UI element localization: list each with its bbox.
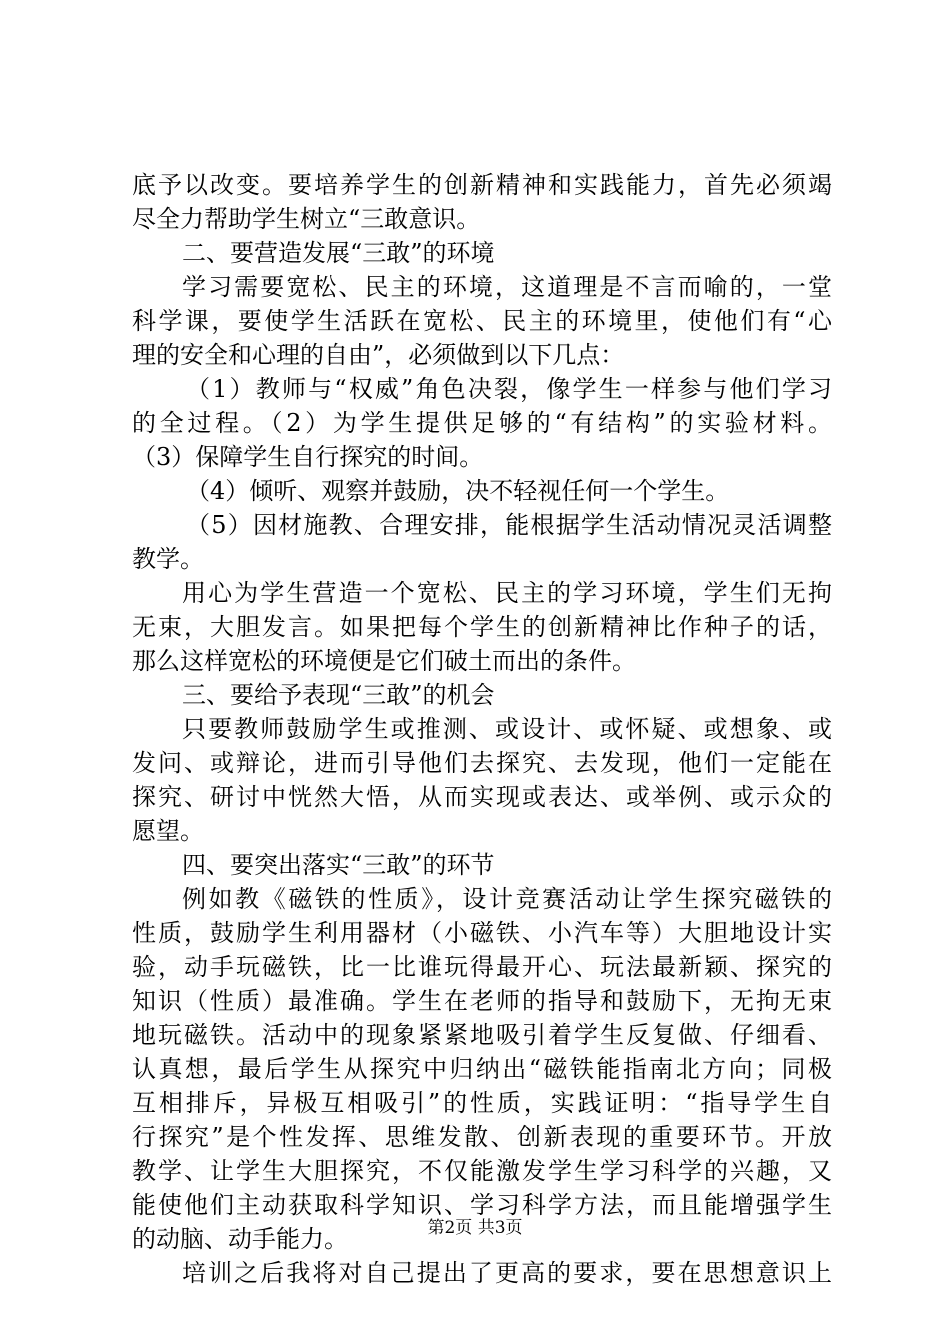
text-line: 验，动手玩磁铁，比一比谁玩得最开心、玩法最新颖、探究的	[132, 953, 832, 981]
text-line: 底予以改变。要培养学生的创新精神和实践能力，首先必须竭	[132, 171, 832, 199]
text-line: 发问、或辩论，进而引导他们去探究、去发现，他们一定能在	[132, 749, 832, 777]
text-line: （1）教师与“权威”角色决裂，像学生一样参与他们学习	[186, 375, 832, 403]
text-line: 教学、让学生大胆探究，不仅能激发学生学习科学的兴趣，又	[132, 1157, 832, 1185]
text-line: 能使他们主动获取科学知识、学习科学方法，而且能增强学生	[132, 1191, 832, 1219]
text-line: 尽全力帮助学生树立“三敢意识。	[132, 205, 481, 233]
page-number-footer: 第2页 共3页	[427, 1218, 523, 1238]
text-line: 行探究”是个性发挥、思维发散、创新表现的重要环节。开放	[132, 1123, 832, 1151]
text-line: 的全过程。（2）为学生提供足够的“有结构”的实验材料。	[132, 409, 832, 437]
text-line: 认真想，最后学生从探究中归纳出“磁铁能指南北方向；同极	[132, 1055, 832, 1083]
text-line: 学习需要宽松、民主的环境，这道理是不言而喻的，一堂	[182, 273, 832, 301]
text-line: 培训之后我将对自己提出了更高的要求，要在思想意识上	[182, 1259, 832, 1287]
text-line: 愿望。	[132, 817, 204, 845]
text-line: 那么这样宽松的环境便是它们破土而出的条件。	[132, 647, 636, 675]
text-line: 地玩磁铁。活动中的现象紧紧地吸引着学生反复做、仔细看、	[132, 1021, 832, 1049]
text-line: 科学课，要使学生活跃在宽松、民主的环境里，使他们有“心	[132, 307, 832, 335]
section-heading: 三、要给予表现“三敢”的机会	[182, 681, 495, 709]
text-line: 的动脑、动手能力。	[132, 1225, 348, 1253]
text-line: 理的安全和心理的自由”，必须做到以下几点：	[132, 341, 625, 369]
text-line: 教学。	[132, 545, 204, 573]
text-line: 探究、研讨中恍然大悟，从而实现或表达、或举例、或示众的	[132, 783, 832, 811]
document-body	[132, 168, 832, 1290]
section-heading: 四、要突出落实“三敢”的环节	[182, 851, 495, 879]
text-line: 只要教师鼓励学生或推测、或设计、或怀疑、或想象、或	[182, 715, 832, 743]
text-line: 用心为学生营造一个宽松、民主的学习环境，学生们无拘	[182, 579, 832, 607]
text-line: （5）因材施教、合理安排，能根据学生活动情况灵活调整	[186, 511, 832, 539]
text-line: 互相排斥，异极互相吸引”的性质，实践证明：“指导学生自	[132, 1089, 832, 1117]
text-line: 性质，鼓励学生利用器材（小磁铁、小汽车等）大胆地设计实	[132, 919, 832, 947]
text-line: （3）保障学生自行探究的时间。	[132, 443, 484, 471]
text-line: 知识（性质）最准确。学生在老师的指导和鼓励下，无拘无束	[132, 987, 832, 1015]
text-line: （4）倾听、观察并鼓励，决不轻视任何一个学生。	[186, 477, 730, 505]
text-line: 无束，大胆发言。如果把每个学生的创新精神比作种子的话，	[132, 613, 832, 641]
section-heading: 二、要营造发展“三敢”的环境	[182, 239, 495, 267]
text-line: 例如教《磁铁的性质》，设计竞赛活动让学生探究磁铁的	[182, 885, 832, 913]
